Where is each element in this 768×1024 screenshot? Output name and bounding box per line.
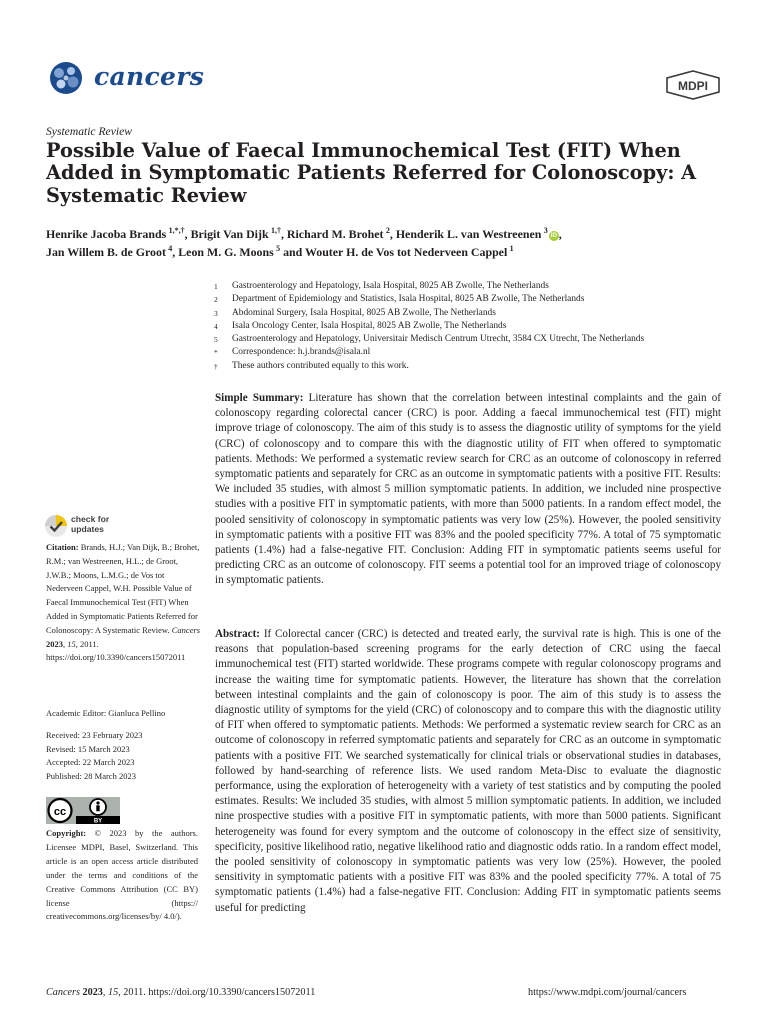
author-affiliation-marker: 5 xyxy=(276,244,281,254)
affiliation-marker: 2 xyxy=(214,295,218,305)
simple-summary-text: Literature has shown that the correlation between intestinal complaints and the gain of colonoscopy regarding colorectal cancer (CRC) is poor. Adding a faecal immunochemical test (FIT) might improve triage of colonoscopy. The aim of this study is to assess the diagnostic utility of symptoms for the yield (CRC) of colonoscopy and to compare this with the diagnostic utility of FIT when offered to symptomatic patients. Methods: We performed a systematic review search for CRC as an outcome of colonoscopy in referred symptomatic patients and separately for CRC as an outcome in symptomatic patients with a positive FIT. Results: We included 35 studies, with almost 5 million symptomatic patients. In addition, we included nine prospective studies with a positive FIT in symptomatic patients, with more than 5000 patients. In a random effect model, the pooled sensitivity of colonoscopy in symptomatic patients was very low (25%). However, the pooled sensitivity in symptomatic patients with a positive FIT was 83% and the pooled specificity 77%. A total of 75 symptomatic patients (1.4%) had a false-negative FIT. Conclusion: Adding FIT in symptomatic patients seems useful for predicting CRC as an outcome of colonoscopy. FIT seems a potential tool for an improved triage of colonoscopy in symptomatic patients. xyxy=(215,392,721,587)
affiliations-list xyxy=(214,280,734,373)
author-affiliation-marker: 1,† xyxy=(270,226,281,236)
affiliation-item xyxy=(214,307,734,320)
affiliation-text: Isala Oncology Center, Isala Hospital, 8025 AB Zwolle, The Netherlands xyxy=(232,320,507,331)
affiliation-text: Gastroenterology and Hepatology, Universitair Medisch Centrum Utrecht, 3584 CX Utrecht, The Netherlands xyxy=(232,334,645,345)
check-updates-line1: check for xyxy=(71,514,110,524)
affiliation-marker: 5 xyxy=(214,335,218,345)
affiliation-item xyxy=(214,320,734,333)
revised-date: Revised: 15 March 2023 xyxy=(46,743,130,754)
author-separator: , xyxy=(389,227,396,241)
footer-journal: Cancers xyxy=(46,987,80,998)
cc-by-license-icon[interactable] xyxy=(46,797,120,824)
author-separator: , xyxy=(172,245,179,259)
affiliation-marker: 1 xyxy=(214,282,218,291)
author-affiliation-marker: 3 xyxy=(543,226,548,236)
academic-editor: Academic Editor: Gianluca Pellino xyxy=(46,708,166,718)
author-affiliation-marker: 4 xyxy=(168,244,173,254)
author-affiliation-marker: 1 xyxy=(509,244,514,254)
affiliation-item xyxy=(214,333,734,346)
affiliation-marker: 4 xyxy=(214,321,218,331)
mdpi-logo-icon[interactable] xyxy=(664,70,722,100)
svg-text:cc: cc xyxy=(53,806,67,818)
affiliation-text: Department of Epidemiology and Statistics, Isala Hospital, 8025 AB Zwolle, The Netherlands xyxy=(232,294,585,305)
simple-summary-label: Simple Summary: xyxy=(215,392,304,404)
citation-doi[interactable]: , 2011. https://doi.org/10.3390/cancers15072011 xyxy=(46,638,186,663)
author-name[interactable]: Henrike Jacoba Brands xyxy=(46,227,167,241)
author-list xyxy=(46,225,726,261)
footer-doi[interactable]: , 2011. https://doi.org/10.3390/cancers15072011 xyxy=(118,987,316,998)
check-updates-line2: updates xyxy=(71,523,104,534)
author-name[interactable]: Henderik L. van Westreenen xyxy=(395,227,542,241)
affiliation-marker: 3 xyxy=(214,308,218,318)
affiliation-item xyxy=(214,360,734,373)
affiliation-item xyxy=(214,293,734,306)
affiliation-marker: † xyxy=(214,361,218,371)
affiliation-item xyxy=(214,346,734,359)
article-type: Systematic Review xyxy=(46,125,132,138)
author-separator: and xyxy=(280,245,306,259)
abstract xyxy=(215,627,721,916)
check-for-updates-badge[interactable] xyxy=(44,514,164,540)
footer-journal-url[interactable]: https://www.mdpi.com/journal/cancers xyxy=(528,987,687,998)
footer-volume: 15 xyxy=(107,987,119,998)
citation-block: Citation: Brands, H.J.; Van Dijk, B.; Brohet, R.M.; van Westreenen, H.L.; de Groot, J.W.B.; Moons, L.M.G.; de Vos tot Nederveen Cappel, W.H. Possible Value of Faecal Immunochemical Test (FIT) When Added in Symptomatic Patients Referred for Colonoscopy: A Systematic Review. Cancers 2023, 15, 2011. https://doi.org/10.3390/cancers15072011 xyxy=(46,542,201,663)
copyright-label: Copyright: xyxy=(46,828,87,838)
affiliation-text: These authors contributed equally to this work. xyxy=(232,360,409,371)
received-date: Received: 23 February 2023 xyxy=(46,730,143,740)
author-separator: , xyxy=(184,227,191,241)
published-date: Published: 28 March 2023 xyxy=(46,771,136,782)
citation-text: Brands, H.J.; Van Dijk, B.; Brohet, R.M.; van Westreenen, H.L.; de Groot, J.W.B.; Moons, L.M.G.; de Vos tot Nederveen Cappel, W.H. Possible Value of Faecal Immunochemical Test (FIT) When Added in Symptomatic Patients Referred for Colonoscopy: A Systematic Review. xyxy=(46,542,200,635)
orcid-icon[interactable]: iD xyxy=(550,232,558,239)
cc-by-label: BY xyxy=(93,818,103,824)
citation-volume: 15 xyxy=(67,638,76,649)
author-name[interactable]: Leon M. G. Moons xyxy=(178,245,274,259)
journal-logo-icon xyxy=(46,60,86,96)
check-updates-icon xyxy=(44,514,68,538)
citation-label: Citation: xyxy=(46,542,79,552)
journal-name[interactable]: cancers xyxy=(94,62,205,91)
author-separator: , xyxy=(558,227,562,241)
affiliation-text: Correspondence: h.j.brands@isala.nl xyxy=(232,347,371,358)
affiliation-text: Abdominal Surgery, Isala Hospital, 8025 AB Zwolle, The Netherlands xyxy=(232,307,496,318)
citation-year: 2023 xyxy=(46,638,63,649)
check-updates-text xyxy=(71,515,109,534)
publisher-name: MDPI xyxy=(678,79,708,93)
author-affiliation-marker: 2 xyxy=(385,226,390,236)
citation-journal: Cancers xyxy=(171,624,201,635)
copyright-block xyxy=(46,827,198,924)
author-separator: , xyxy=(280,227,287,241)
footer-year: 2023 xyxy=(82,987,103,998)
publication-dates xyxy=(46,729,202,784)
abstract-label: Abstract: xyxy=(215,628,260,640)
simple-summary xyxy=(215,391,721,589)
author-name[interactable]: Brigit Van Dijk xyxy=(190,227,269,241)
article-title: Possible Value of Faecal Immunochemical Test (FIT) When Added in Symptomatic Patients Referred for Colonoscopy: A Systematic Review xyxy=(46,139,697,207)
author-name[interactable]: Richard M. Brohet xyxy=(286,227,384,241)
accepted-date: Accepted: 22 March 2023 xyxy=(46,757,135,768)
author-name[interactable]: Jan Willem B. de Groot xyxy=(46,245,166,259)
author-affiliation-marker: 1,*,† xyxy=(168,226,185,236)
footer-citation: Cancers 2023, 15, 2011. https://doi.org/10.3390/cancers15072011 xyxy=(46,987,316,998)
author-name[interactable]: Wouter H. de Vos tot Nederveen Cappel xyxy=(305,245,508,259)
copyright-text: © 2023 by the authors. Licensee MDPI, Basel, Switzerland. This article is an open access article distributed under the terms and conditions of the Creative Commons Attribution (CC BY) license (https:// creativecommons.org/licenses/by/ 4.0/). xyxy=(46,828,198,922)
affiliation-item xyxy=(214,280,734,293)
affiliation-text: Gastroenterology and Hepatology, Isala Hospital, 8025 AB Zwolle, The Netherlands xyxy=(232,281,549,291)
abstract-text: If Colorectal cancer (CRC) is detected and treated early, the survival rate is high. This is one of the reasons that population-based screening programs for the early detection of CRC using the faecal immunochemical test (FIT) started worldwide. These programs compete with regular colonoscopy programs and increase the waiting time for symptomatic patients. However, the literature has shown that the correlation between intestinal complaints and the gain of colonoscopy is poor. The aim of this study is to assess the diagnostic utility of symptoms for the yield (CRC) of colonoscopy and to compare this with the diagnostic utility of FIT when offered to symptomatic patients. Methods: We performed a systematic review search for CRC as an outcome of colonoscopy in referred symptomatic patients and separately for CRC as an outcome in symptomatic patients with a positive FIT. We searched systematically for clinical trials or observational studies in databases, followed by hand-searching of reference lists. We used random Meta-Disc to evaluate the diagnostic performance, using the exploration of heterogeneity with a variety of test statistics and by computing the pooled estimates. Results: We included 35 studies, with almost 5 million symptomatic patients. In addition, we included nine prospective studies with a positive FIT in symptomatic patients, with more than 5000 patients. Significant heterogeneity was found for every symptom and the outcome of colonoscopy in the effect size of sensitivity, specificity, positive likelihood ratio, negative likelihood ratio and diagnostic odds ratio. In a random effect model, the pooled sensitivity of colonoscopy in symptomatic patients was very low (25%). However, the pooled sensitivity in symptomatic patients with a positive FIT was 83% and the pooled specificity 77%. A total of 75 symptomatic patients (1.4%) had a false-negative FIT. Conclusion: Adding FIT in symptomatic patients seems useful for predicting xyxy=(215,628,721,914)
affiliation-marker: * xyxy=(214,348,218,358)
